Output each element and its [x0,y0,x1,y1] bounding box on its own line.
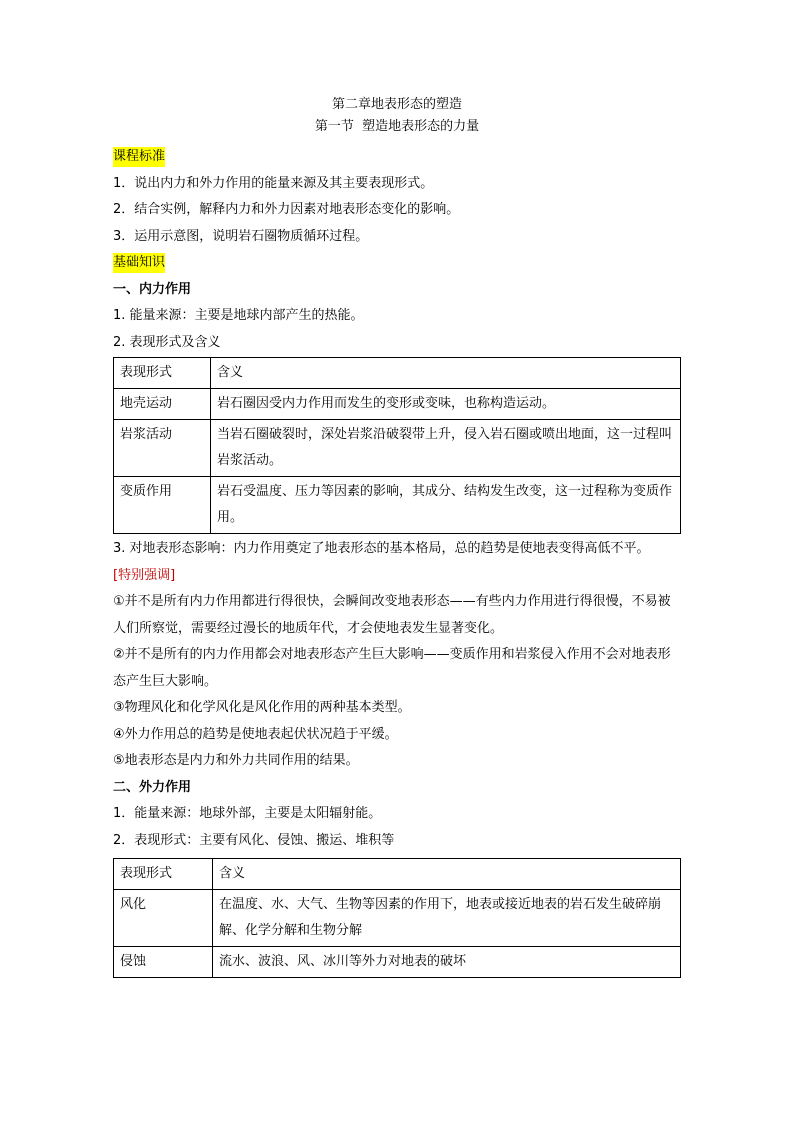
row-desc: 在温度、水、大气、生物等因素的作用下，地表或接近地表的岩石发生破碎崩解、化学分解和生物分解 [213,890,681,947]
standard-item-2: 2．结合实例，解释内力和外力因素对地表形态变化的影响。 [113,202,460,217]
outer-forms-label: 2．表现形式：主要有风化、侵蚀、搬运、堆积等 [113,832,395,848]
table-row [114,947,681,978]
chapter-title: 第二章地表形态的塑造 [331,97,462,112]
header-meaning: 含义 [211,358,681,389]
standard-item-3: 3．运用示意图，说明岩石圈物质循环过程。 [113,228,369,244]
inner-energy-source: 1. 能量来源：主要是地球内部产生的热能。 [113,308,364,323]
special-item-1: ①并不是所有内力作用都进行得很快，会瞬间改变地表形态——有些内力作用进行得很慢，不易被人们所察觉，需要经过漫长的地质年代，才会使地表发生显著变化。 [113,594,671,636]
row-desc: 岩石受温度、压力等因素的影响，其成分、结构发生改变，这一过程称为变质作用。 [211,477,681,534]
inner-force-table [113,357,681,534]
special-item-3: ③物理风化和化学风化是风化作用的两种基本类型。 [113,700,411,715]
special-item-5: ⑤地表形态是内力和外力共同作用的结果。 [113,753,359,768]
inner-effect: 3. 对地表形态影响：内力作用奠定了地表形态的基本格局，总的趋势是使地表变得高低不平。 [113,541,650,556]
document-page [113,92,681,980]
section-title: 第一节 塑造地表形态的力量 [314,119,480,134]
table-row [114,477,681,534]
table-header-row [114,859,681,890]
table-header-row [114,358,681,389]
outer-energy-source: 1．能量来源：地球外部，主要是太阳辐射能。 [113,806,382,821]
row-name: 岩浆活动 [114,420,211,477]
row-desc: 当岩石圈破裂时，深处岩浆沿破裂带上升，侵入岩石圈或喷出地面，这一过程叫岩浆活动。 [211,420,681,477]
row-name: 变质作用 [114,477,211,534]
outer-force-table [113,858,681,978]
row-desc: 流水、波浪、风、冰川等外力对地表的破坏 [213,947,681,978]
outer-force-heading: 二、外力作用 [113,779,192,795]
table-row [114,890,681,947]
row-name: 风化 [114,890,213,947]
inner-forms-label: 2. 表现形式及含义 [113,334,221,350]
standard-item-1: 1．说出内力和外力作用的能量来源及其主要表现形式。 [113,175,434,191]
header-form: 表现形式 [114,859,213,890]
special-item-4: ④外力作用总的趋势是使地表起伏状况趋于平缓。 [113,726,398,742]
basic-knowledge-heading: 基础知识 [113,253,165,273]
header-meaning: 含义 [213,859,681,890]
row-name: 地壳运动 [114,389,211,420]
special-emphasis-label: [特别强调] [113,567,176,583]
curriculum-standard-heading: 课程标准 [113,147,165,167]
table-row [114,420,681,477]
table-row [114,389,681,420]
row-name: 侵蚀 [114,947,213,978]
header-form: 表现形式 [114,358,211,389]
row-desc: 岩石圈因受内力作用而发生的变形或变味，也称构造运动。 [211,389,681,420]
special-item-2: ②并不是所有的内力作用都会对地表形态产生巨大影响——变质作用和岩浆侵入作用不会对地表形态产生巨大影响。 [113,647,671,689]
inner-force-heading: 一、内力作用 [113,281,192,297]
